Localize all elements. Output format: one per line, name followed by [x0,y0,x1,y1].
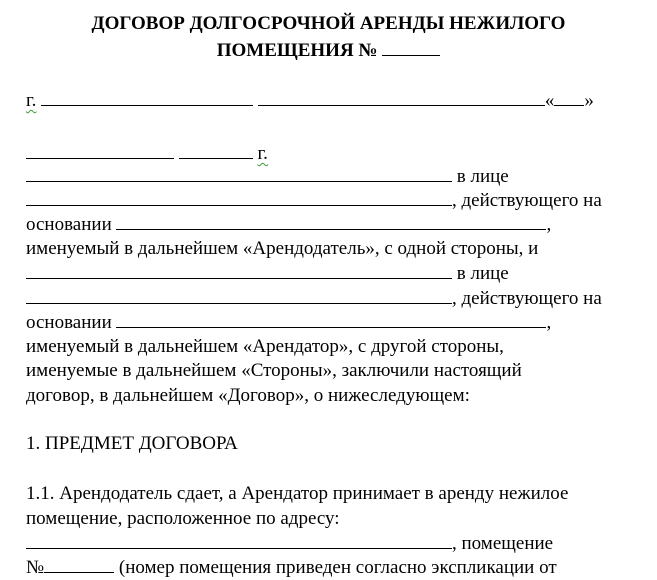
landlord-basis-comma: , [546,214,552,235]
landlord-basis-blank[interactable] [116,212,546,230]
year-line [26,141,268,166]
tenant-named-line: именуемый в дальнейшем «Арендатор», с другой стороны, [26,336,504,357]
tenant-representative-line [26,286,602,311]
tenant-basis-blank[interactable] [116,310,546,328]
parties-line: именуемые в дальнейшем «Стороны», заключили настоящий [26,360,522,381]
year-blank-2[interactable] [179,141,253,159]
clause-1-1-line-1: 1.1. Арендодатель сдает, а Арендатор принимает в аренду нежилое [26,483,569,504]
landlord-acting: , действующего на [452,190,602,211]
landlord-in-person: в лице [456,166,509,187]
premises-number-blank[interactable] [44,555,114,573]
city-date-line [26,88,594,113]
premises-number-prefix: № [26,557,45,578]
contract-number-blank[interactable] [382,38,440,56]
landlord-name-line [26,164,509,189]
tenant-representative-blank[interactable] [26,286,452,304]
tenant-in-person: в лице [456,263,509,284]
address-blank[interactable] [26,531,452,549]
document-title-line-2 [0,38,657,63]
title-number-prefix: ПОМЕЩЕНИЯ № [216,40,378,61]
clause-1-1-line-2: помещение, расположенное по адресу: [26,508,340,529]
year-blank-1[interactable] [26,141,174,159]
city-prefix: г. [26,90,37,111]
landlord-representative-line [26,188,602,213]
day-blank[interactable] [554,88,584,106]
clause-1-1-line-4 [26,555,557,580]
landlord-basis-line [26,212,551,237]
month-blank[interactable] [258,88,545,106]
year-suffix: г. [257,143,268,164]
day-quote-close: » [584,90,594,111]
landlord-basis-label: основании [26,214,112,235]
landlord-representative-blank[interactable] [26,188,452,206]
clause-1-1-line-3 [26,531,553,556]
tenant-basis-comma: , [546,312,552,333]
city-blank[interactable] [41,88,253,106]
landlord-named-line: именуемый в дальнейшем «Арендодатель», с одной стороны, и [26,238,539,259]
landlord-name-blank[interactable] [26,164,452,182]
tenant-basis-label: основании [26,312,112,333]
document-title-line-1: ДОГОВОР ДОЛГОСРОЧНОЙ АРЕНДЫ НЕЖИЛОГО [91,13,566,34]
premises-label: , помещение [452,533,554,554]
day-quote-open: « [544,90,555,111]
tenant-acting: , действующего на [452,288,602,309]
tenant-basis-line [26,310,551,335]
contract-line: договор, в дальнейшем «Договор», о нижеследующем: [26,385,470,406]
section-1-heading: 1. ПРЕДМЕТ ДОГОВОРА [26,433,238,454]
tenant-name-blank[interactable] [26,261,452,279]
premises-number-note: (номер помещения приведен согласно экспликации от [118,557,557,578]
tenant-name-line [26,261,509,286]
